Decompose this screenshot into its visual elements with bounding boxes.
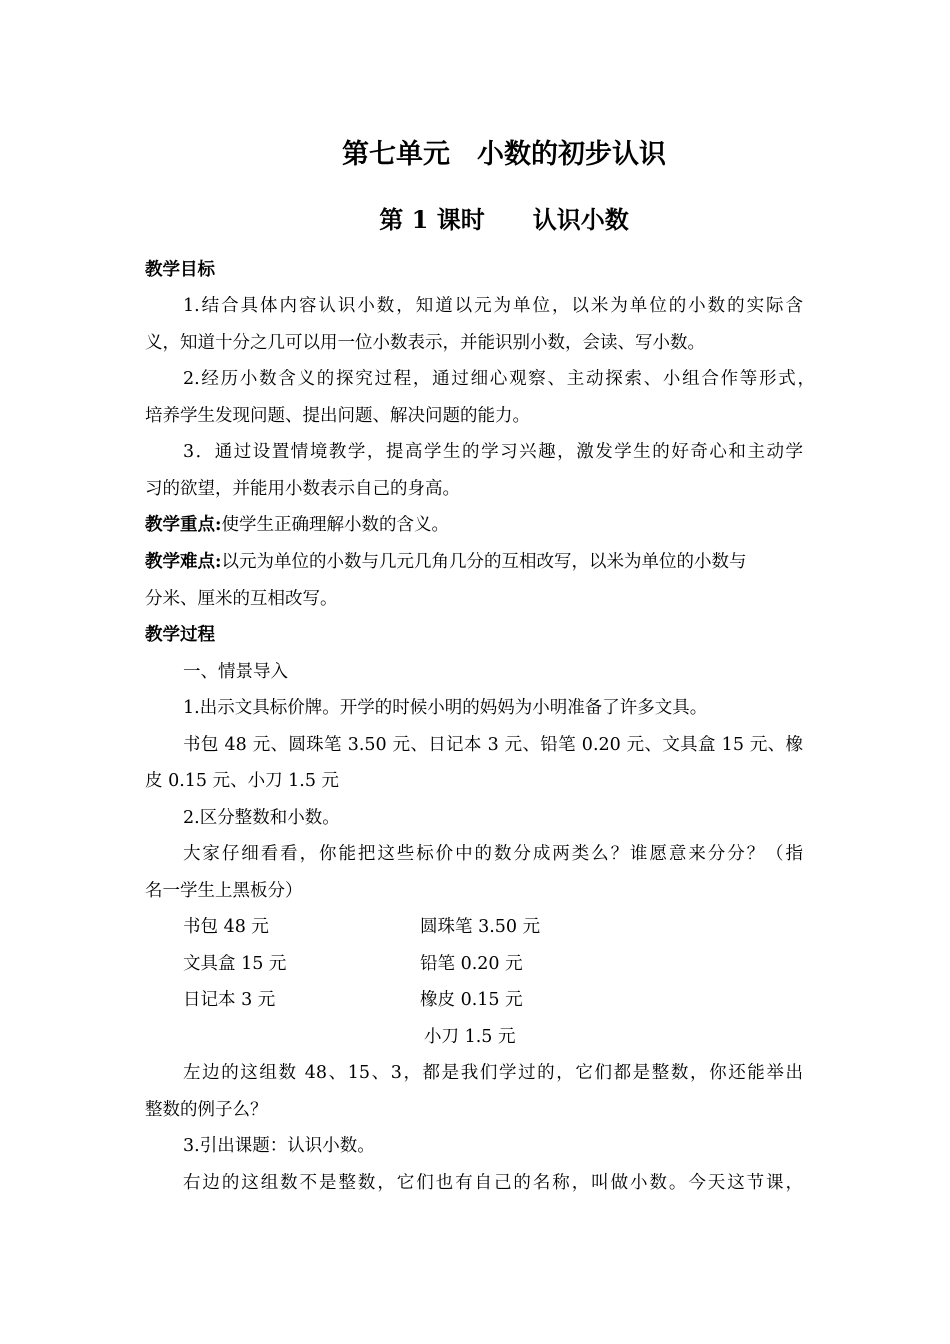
unit-title: 第七单元 小数的初步认识 — [342, 139, 666, 170]
difficult-point-label: 教学难点: — [145, 552, 222, 572]
integer-item: 文具盒 15 元 — [183, 954, 287, 974]
objective-1-line-1: 1.结合具体内容认识小数，知道以元为单位，以米为单位的小数的实际含 — [183, 296, 803, 316]
integer-item: 书包 48 元 — [183, 917, 269, 937]
items-line-2: 皮 0.15 元、小刀 1.5 元 — [145, 771, 340, 791]
lesson-title: 第 1 课时 认识小数 — [379, 205, 629, 234]
question-line-1: 大家仔细看看，你能把这些标价中的数分成两类么？谁愿意来分分？（指 — [183, 844, 803, 864]
integer-item: 日记本 3 元 — [183, 990, 276, 1010]
difficult-point — [145, 550, 746, 574]
objective-3-line-2: 习的欲望，并能用小数表示自己的身高。 — [145, 479, 460, 499]
difficult-point-line-2: 分米、厘米的互相改写。 — [145, 589, 338, 609]
key-point-label: 教学重点: — [145, 515, 222, 535]
objective-2-line-1: 2.经历小数含义的探究过程，通过细心观察、主动探索、小组合作等形式， — [183, 369, 815, 389]
integer-text-line-2: 整数的例子么？ — [145, 1100, 268, 1120]
objective-2-line-2: 培养学生发现问题、提出问题、解决问题的能力。 — [145, 406, 530, 426]
decimal-item: 铅笔 0.20 元 — [420, 954, 523, 974]
objective-1-line-2: 义，知道十分之几可以用一位小数表示，并能识别小数，会读、写小数。 — [145, 333, 705, 353]
section-intro: 一、情景导入 — [183, 662, 288, 682]
objectives-heading: 教学目标 — [145, 260, 215, 280]
step-3: 3.引出课题：认识小数。 — [183, 1136, 375, 1156]
decimal-text-line: 右边的这组数不是整数，它们也有自己的名称，叫做小数。今天这节课， — [183, 1173, 803, 1193]
key-point-text: 使学生正确理解小数的含义。 — [221, 515, 449, 535]
integer-text-line-1: 左边的这组数 48、15、3，都是我们学过的，它们都是整数，你还能举出 — [183, 1063, 803, 1083]
key-point — [145, 513, 449, 537]
step-1: 1.出示文具标价牌。开学的时候小明的妈妈为小明准备了许多文具。 — [183, 698, 708, 718]
difficult-point-text: 以元为单位的小数与几元几角几分的互相改写，以米为单位的小数与 — [221, 552, 747, 572]
decimal-item: 橡皮 0.15 元 — [420, 990, 523, 1010]
items-line-1: 书包 48 元、圆珠笔 3.50 元、日记本 3 元、铅笔 0.20 元、文具盒 15 元、橡 — [183, 735, 803, 755]
objective-3-line-1: 3．通过设置情境教学，提高学生的学习兴趣，激发学生的好奇心和主动学 — [183, 442, 803, 462]
decimal-item: 小刀 1.5 元 — [424, 1027, 516, 1047]
question-line-2: 名一学生上黑板分） — [145, 881, 303, 901]
process-heading: 教学过程 — [145, 625, 215, 645]
step-2: 2.区分整数和小数。 — [183, 808, 340, 828]
decimal-item: 圆珠笔 3.50 元 — [420, 917, 541, 937]
